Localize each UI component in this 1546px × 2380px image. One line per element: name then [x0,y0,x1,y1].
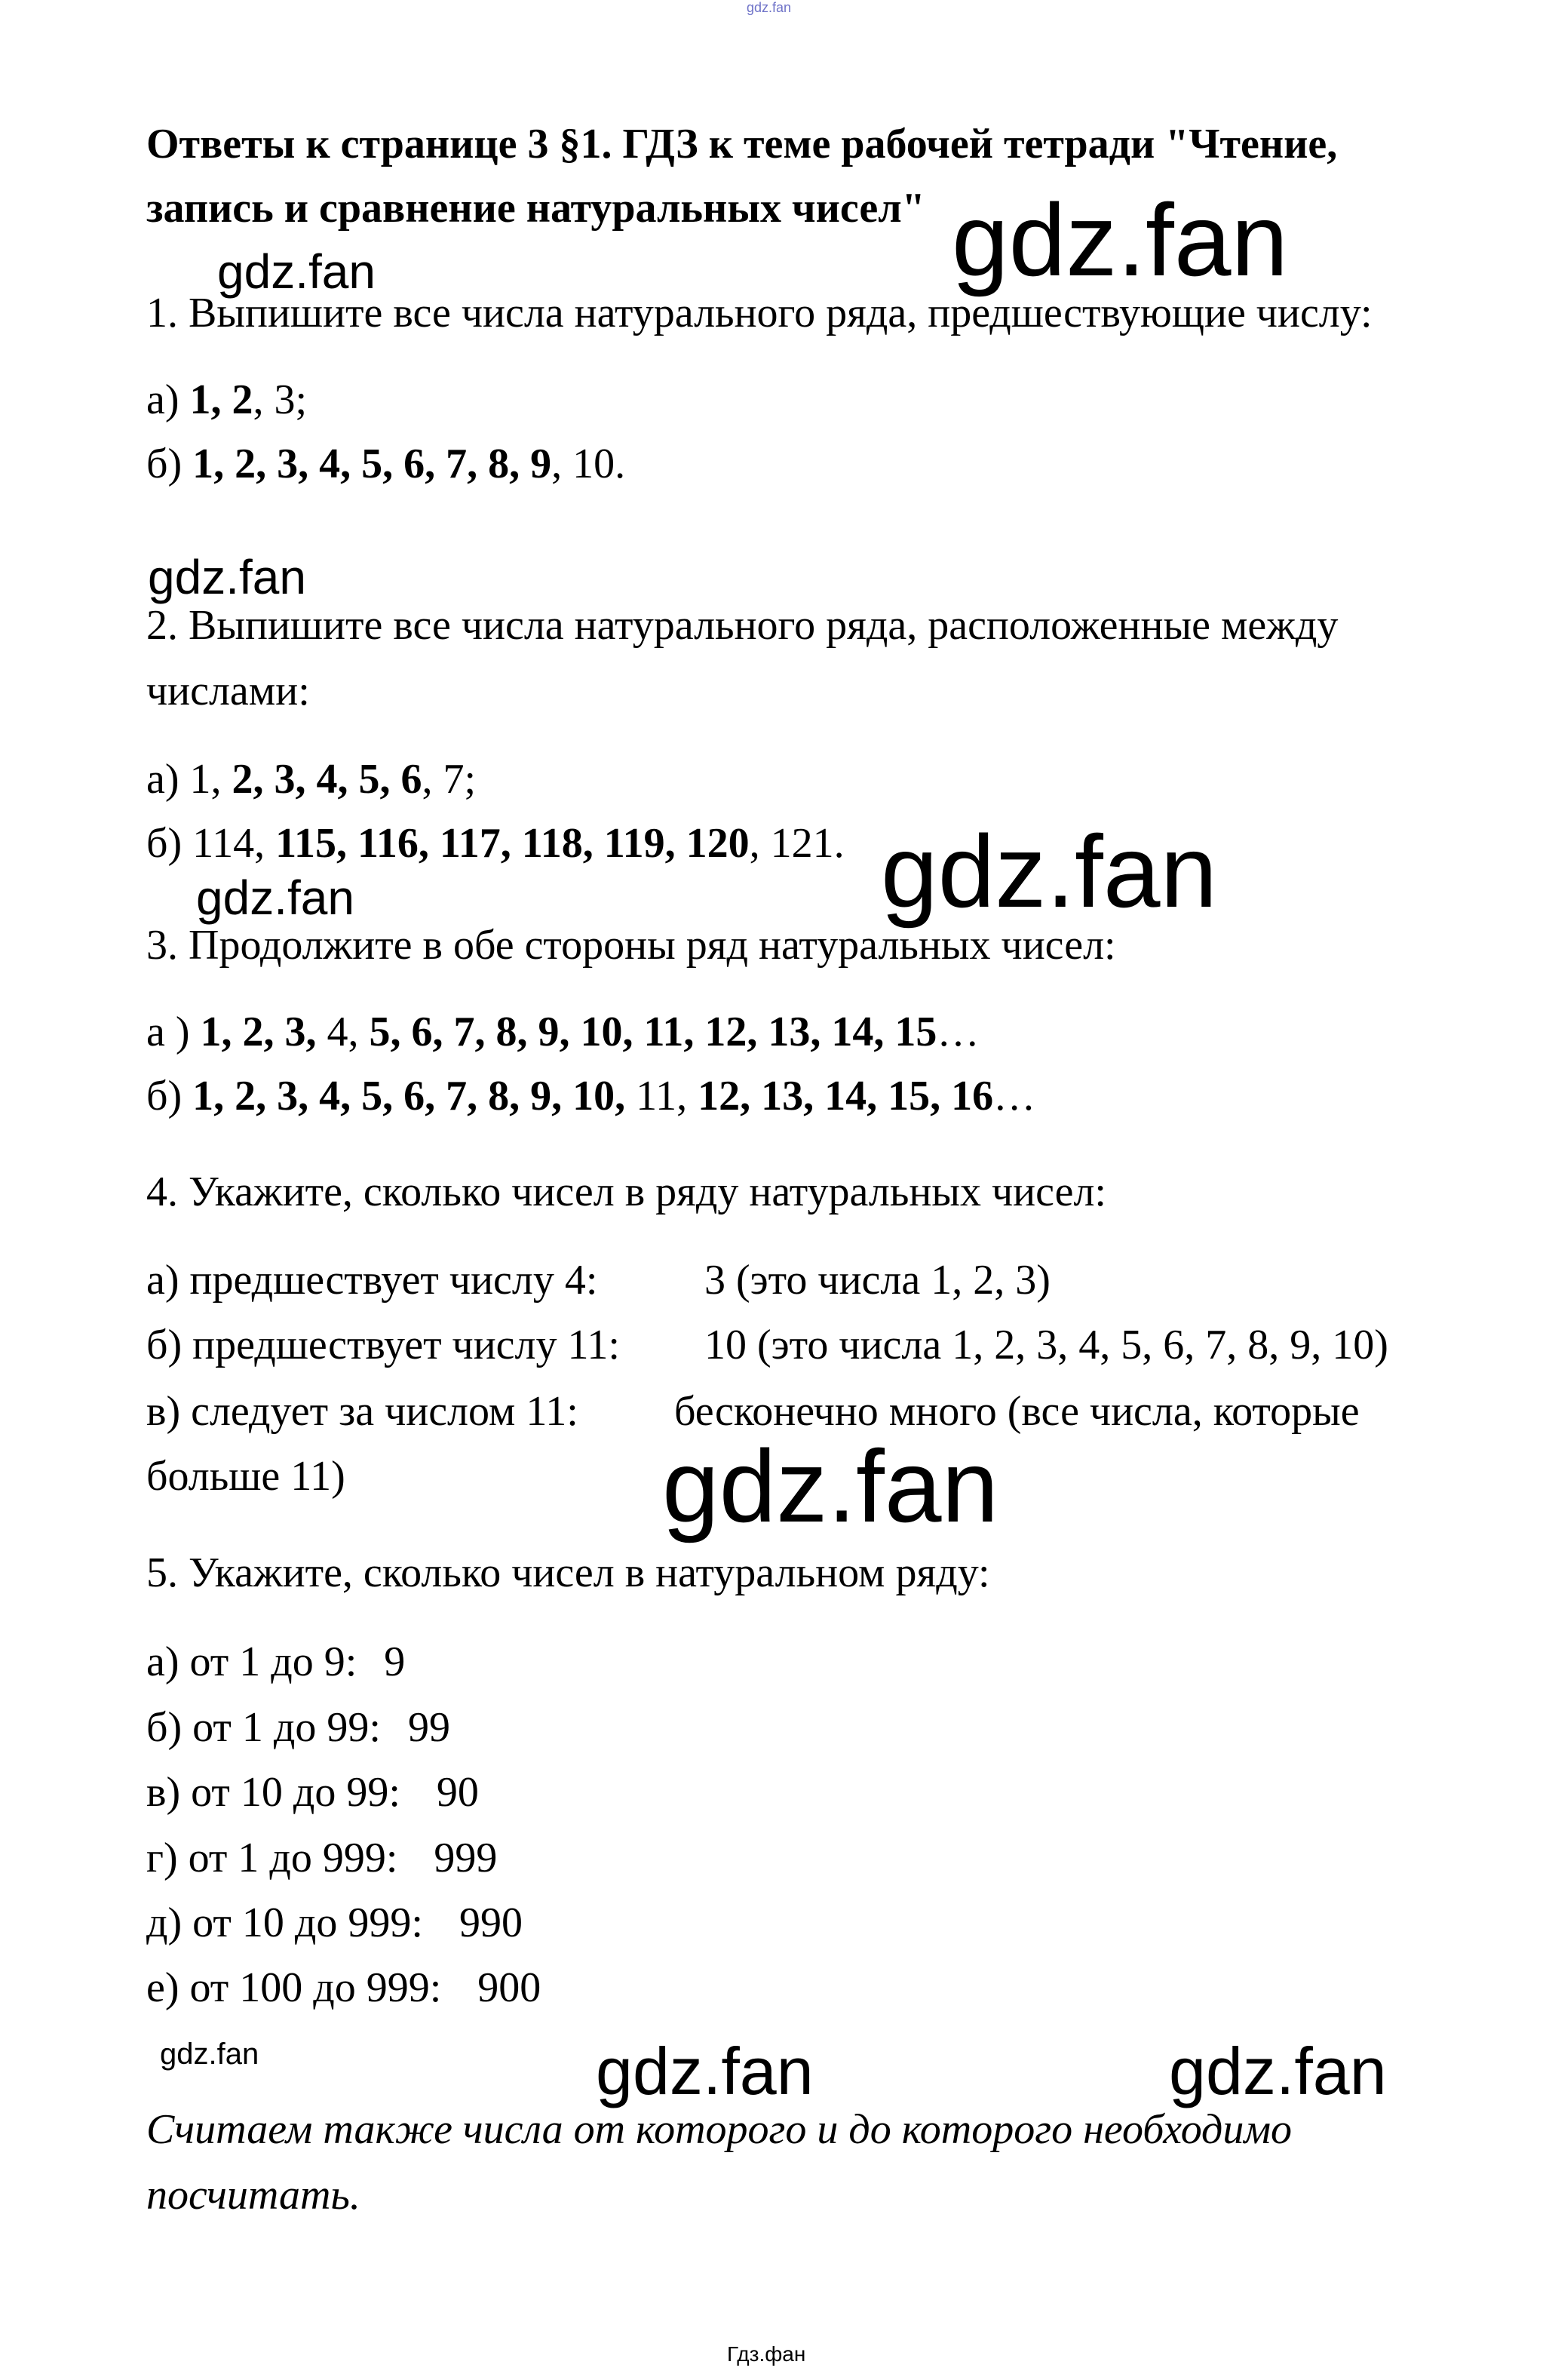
footer-watermark: Гдз.фан [727,2342,806,2366]
question-4-text: 4. Укажите, сколько чисел в ряду натуральных чисел: [146,1169,1106,1215]
question-1-answer-b: б) 1, 2, 3, 4, 5, 6, 7, 8, 9, 10. [146,441,626,487]
watermark: gdz.fan [148,550,306,604]
question-4-answer-c: в) следует за числом 11: бесконечно много (все числа, которые [146,1388,1360,1435]
watermark: gdz.fan [596,2034,814,2108]
question-4-answer-b: б) предшествует числу 11: 10 (это числа 1, 2, 3, 4, 5, 6, 7, 8, 9, 10) [146,1322,1388,1368]
question-5-item: е) от 100 до 999: 900 [146,1964,541,2011]
question-4-answer-c-cont: больше 11) [146,1453,345,1500]
note-line2: посчитать. [146,2172,360,2219]
question-2-answer-b: б) 114, 115, 116, 117, 118, 119, 120, 121. [146,820,845,867]
question-1-answer-a: а) 1, 2, 3; [146,376,308,423]
question-3-text: 3. Продолжите в обе стороны ряд натуральных чисел: [146,922,1116,969]
note-line1: Считаем также числа от которого и до которого необходимо [146,2106,1293,2153]
question-3-answer-b: б) 1, 2, 3, 4, 5, 6, 7, 8, 9, 10, 11, 12, 13, 14, 15, 16… [146,1073,1036,1119]
question-4-answer-a: а) предшествует числу 4: 3 (это числа 1, 2, 3) [146,1257,1051,1304]
page-title-line1: Ответы к странице 3 §1. ГДЗ к теме рабочей тетради "Чтение, [146,121,1338,167]
watermark: gdz.fan [881,814,1218,929]
watermark: gdz.fan [952,183,1289,297]
question-3-answer-a: а ) 1, 2, 3, 4, 5, 6, 7, 8, 9, 10, 11, 12, 13, 14, 15… [146,1009,980,1055]
question-5-text: 5. Укажите, сколько чисел в натуральном ряду: [146,1549,990,1596]
watermark: gdz.fan [196,871,354,925]
question-5-item: г) от 1 до 999: 999 [146,1835,498,1881]
question-5-item: в) от 10 до 99: 90 [146,1769,479,1816]
question-5-item: а) от 1 до 9: 9 [146,1638,406,1685]
question-2-text-line2: числами: [146,668,310,714]
watermark: gdz.fan [662,1429,999,1543]
question-1-text: 1. Выпишите все числа натурального ряда, предшествующие числу: [146,290,1373,336]
page-title-line2: запись и сравнение натуральных чисел" [146,185,925,232]
question-5-item: д) от 10 до 999: 990 [146,1899,523,1946]
watermark: gdz.fan [160,2038,259,2071]
question-2-answer-a: а) 1, 2, 3, 4, 5, 6, 7; [146,756,477,803]
question-5-item: б) от 1 до 99: 99 [146,1704,450,1751]
watermark: gdz.fan [1169,2034,1387,2108]
watermark: gdz.fan [217,244,376,299]
header-watermark: gdz.fan [747,0,792,15]
question-2-text-line1: 2. Выпишите все числа натурального ряда, расположенные между [146,602,1339,649]
